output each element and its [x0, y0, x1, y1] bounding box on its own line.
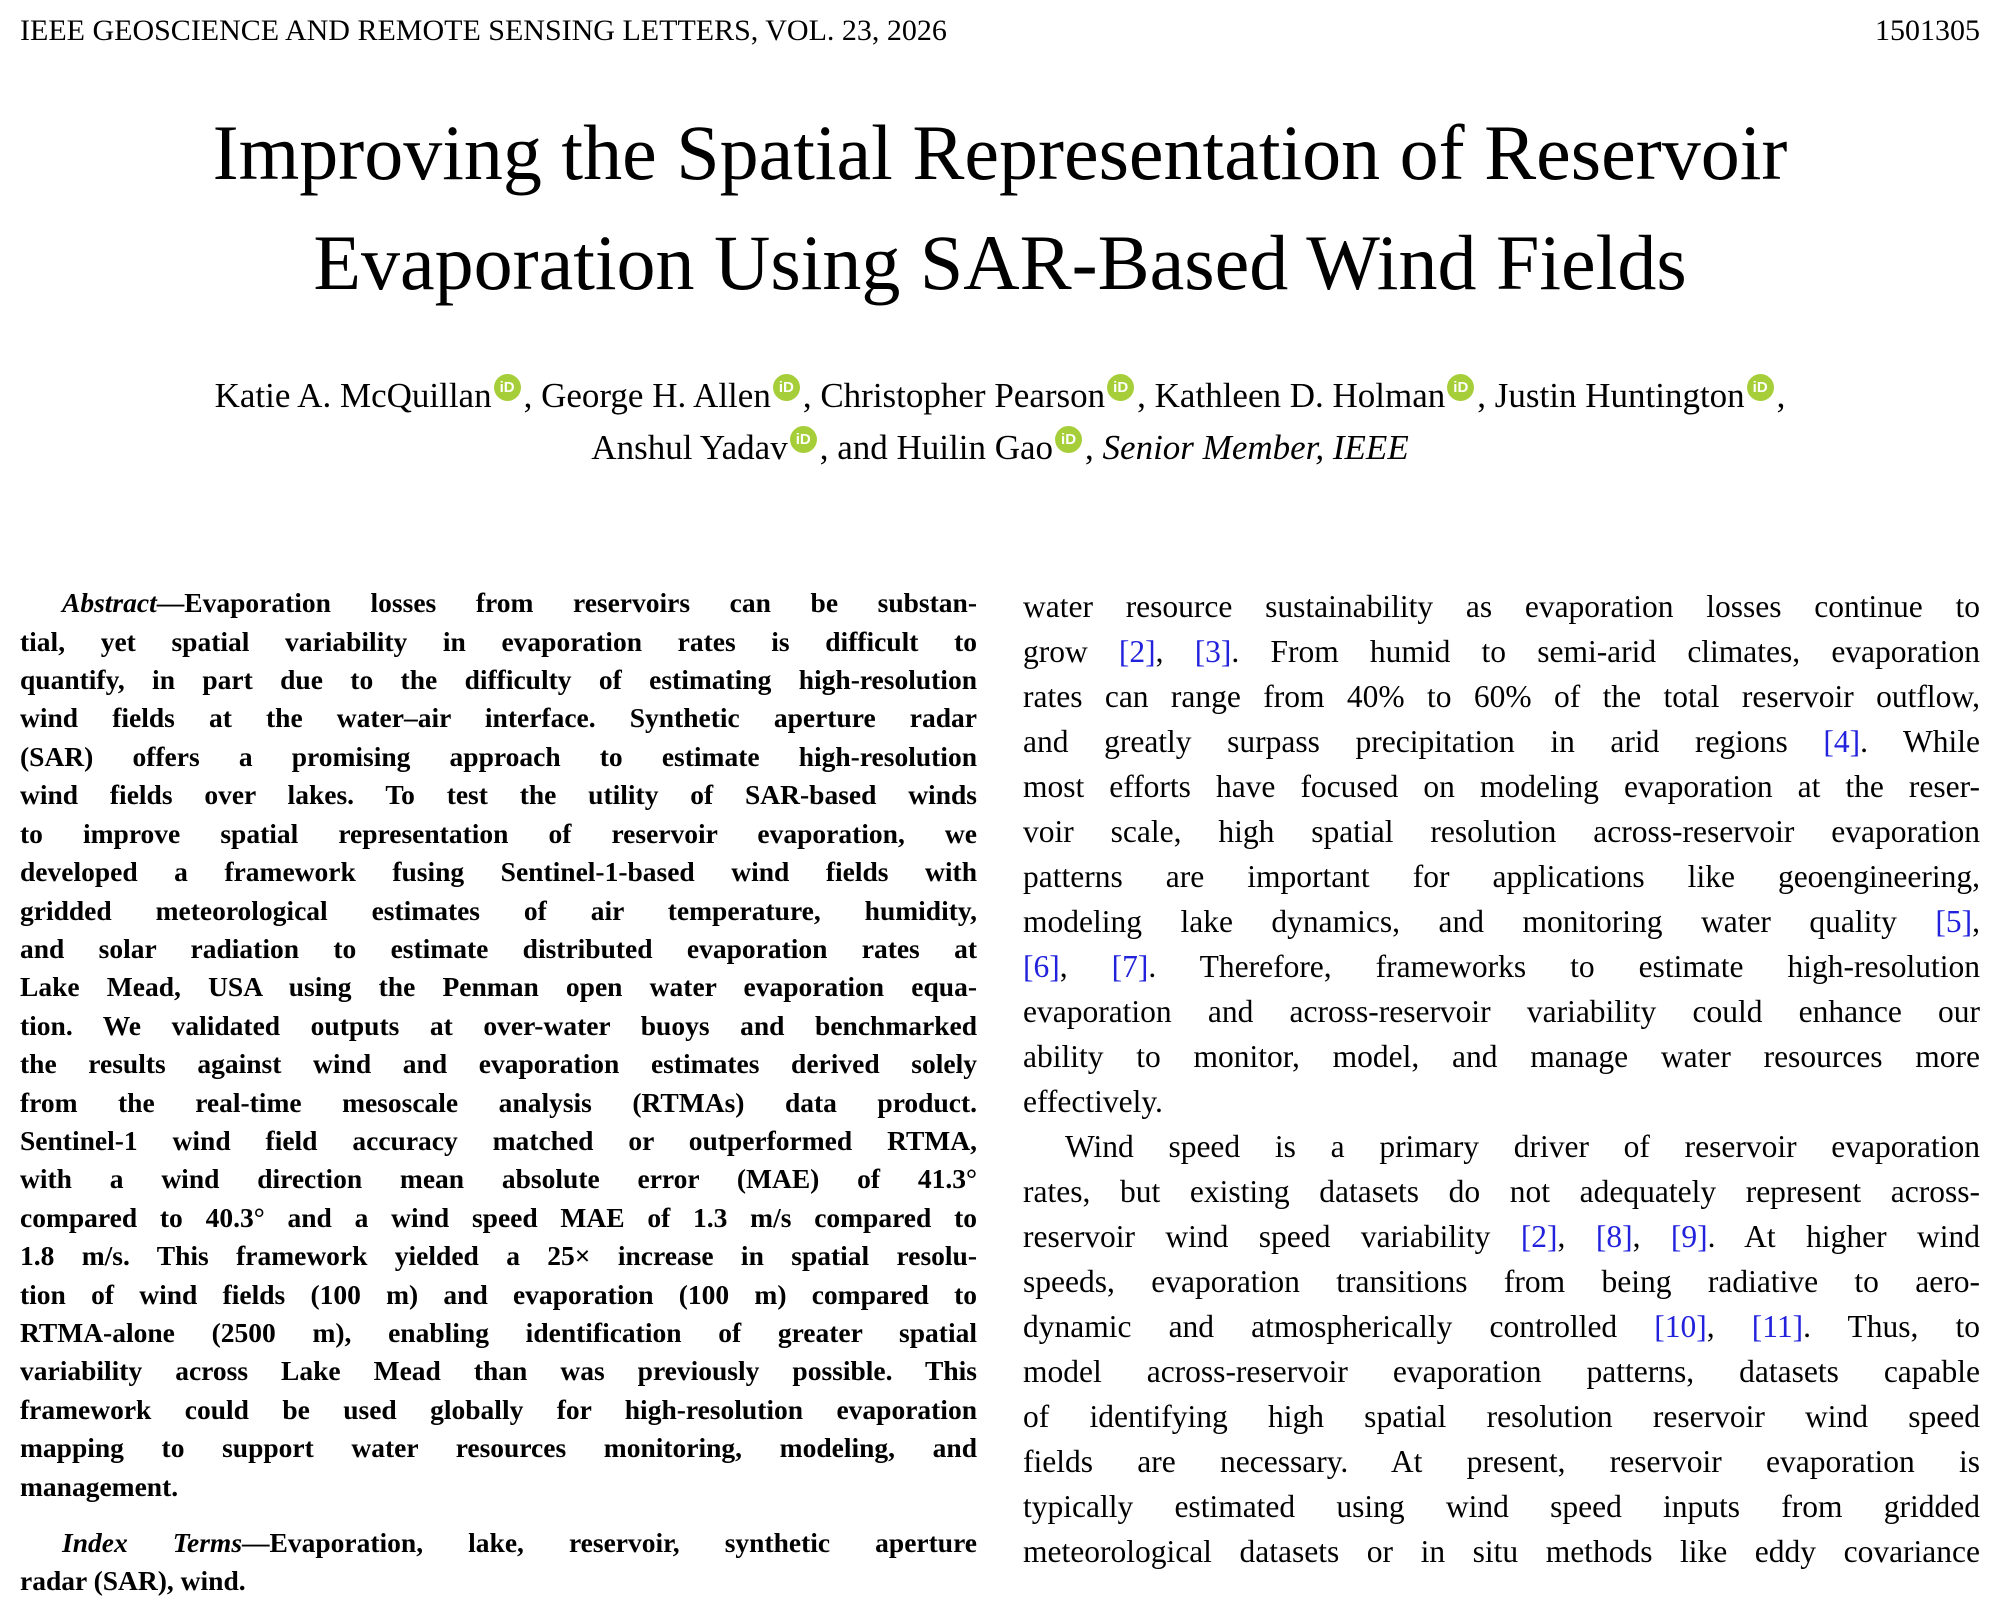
byline-separator: ,	[802, 376, 821, 416]
paper-title-line-2: Evaporation Using SAR-Based Wind Fields	[313, 219, 1687, 306]
byline-separator: ,	[523, 376, 542, 416]
text-line: model across-reservoir evaporation patterns, datasets capable	[1023, 1354, 1980, 1390]
abstract-section	[20, 584, 977, 1506]
author-name: George H. Allen	[541, 376, 771, 416]
body-columns	[20, 584, 1980, 1601]
citation-ref[interactable]: [10]	[1654, 1309, 1707, 1345]
orcid-icon[interactable]: iD	[494, 374, 521, 401]
citation-ref[interactable]: [5]	[1935, 904, 1973, 940]
text-line: dynamic and atmospherically controlled [10], [11]. Thus, to	[1023, 1309, 1981, 1345]
text-line: Abstract—Evaporation losses from reservoirs can be substan-	[62, 587, 977, 619]
text-line: gridded meteorological estimates of air temperature, humidity,	[20, 894, 977, 926]
text-line: tion of wind fields (100 m) and evaporation (100 m) compared to	[20, 1278, 977, 1310]
byline-separator: ,	[1137, 376, 1155, 416]
text-line: developed a framework fusing Sentinel-1-based wind fields with	[20, 856, 977, 888]
paragraph-lead: Abstract	[62, 587, 157, 619]
member-designation: Senior Member, IEEE	[1102, 428, 1409, 468]
text-line: Sentinel-1 wind field accuracy matched or outperformed RTMA,	[20, 1124, 977, 1156]
text-line: with a wind direction mean absolute error (MAE) of 41.3°	[20, 1163, 977, 1195]
text-line: modeling lake dynamics, and monitoring water quality [5],	[1023, 904, 1980, 940]
text-line: Index Terms—Evaporation, lake, reservoir, synthetic aperture	[62, 1527, 977, 1558]
byline-separator: ,	[1477, 376, 1495, 416]
author-name: Huilin Gao	[896, 428, 1054, 468]
orcid-icon[interactable]: iD	[773, 374, 800, 401]
citation-ref[interactable]: [2]	[1520, 1219, 1558, 1255]
author-name: Anshul Yadav	[591, 428, 788, 468]
text-line: rates can range from 40% to 60% of the total reservoir outflow,	[1023, 679, 1980, 715]
introduction-column	[1023, 584, 1980, 1601]
text-line: typically estimated using wind speed inputs from gridded	[1023, 1489, 1980, 1525]
text-line: Lake Mead, USA using the Penman open water evaporation equa-	[20, 971, 977, 1003]
text-line: quantify, in part due to the difficulty of estimating high-resolution	[20, 664, 977, 696]
text-line: (SAR) offers a promising approach to estimate high-resolution	[20, 740, 977, 772]
text-line: and greatly surpass precipitation in arid regions [4]. While	[1023, 724, 1980, 760]
author-name: Christopher Pearson	[820, 376, 1106, 416]
journal-header: IEEE GEOSCIENCE AND REMOTE SENSING LETTERS, VOL. 23, 2026	[20, 14, 947, 47]
text-line: rates, but existing datasets do not adequately represent across-	[1023, 1174, 1980, 1210]
citation-ref[interactable]: [4]	[1823, 724, 1861, 760]
orcid-icon[interactable]: iD	[1447, 374, 1474, 401]
text-line: grow [2], [3]. From humid to semi-arid climates, evaporation	[1023, 634, 1980, 670]
orcid-icon[interactable]: iD	[1747, 374, 1774, 401]
text-line: 1.8 m/s. This framework yielded a 25× increase in spatial resolu-	[20, 1240, 977, 1272]
text-line: fields are necessary. At present, reservoir evaporation is	[1023, 1444, 1980, 1480]
text-line: the results against wind and evaporation estimates derived solely	[20, 1048, 977, 1080]
text-line: framework could be used globally for high-resolution evaporation	[20, 1393, 977, 1425]
byline-separator: ,	[1085, 428, 1103, 468]
citation-ref[interactable]: [11]	[1751, 1309, 1804, 1345]
text-line: evaporation and across-reservoir variability could enhance our	[1023, 994, 1980, 1030]
text-line: tial, yet spatial variability in evaporation rates is difficult to	[20, 625, 977, 657]
text-line: wind fields over lakes. To test the utility of SAR-based winds	[20, 779, 977, 811]
text-line: [6], [7]. Therefore, frameworks to estimate high-resolution	[1023, 949, 1981, 985]
author-name: Kathleen D. Holman	[1154, 376, 1446, 416]
byline-separator: , and	[819, 428, 897, 468]
citation-ref[interactable]: [2]	[1118, 634, 1156, 670]
text-line: radar (SAR), wind.	[20, 1565, 246, 1597]
author-byline	[20, 370, 1980, 474]
text-line: of identifying high spatial resolution reservoir wind speed	[1023, 1399, 1980, 1435]
citation-ref[interactable]: [9]	[1670, 1219, 1708, 1255]
orcid-icon[interactable]: iD	[790, 426, 817, 453]
byline-line	[20, 370, 1980, 422]
text-line: RTMA-alone (2500 m), enabling identification of greater spatial	[20, 1316, 977, 1348]
orcid-icon[interactable]: iD	[1107, 374, 1134, 401]
text-line: from the real-time mesoscale analysis (RTMAs) data product.	[20, 1086, 977, 1118]
author-name: Katie A. McQuillan	[214, 376, 492, 416]
article-number: 1501305	[1875, 14, 1980, 47]
paper-title	[20, 98, 1980, 318]
text-line: patterns are important for applications like geoengineering,	[1023, 859, 1980, 895]
citation-ref[interactable]: [3]	[1194, 634, 1232, 670]
text-line: effectively.	[1023, 1084, 1163, 1120]
index-terms-section	[20, 1524, 977, 1601]
text-line: and solar radiation to estimate distributed evaporation rates at	[20, 932, 977, 964]
citation-ref[interactable]: [8]	[1595, 1219, 1633, 1255]
text-line: most efforts have focused on modeling evaporation at the reser-	[1023, 769, 1980, 805]
byline-separator: ,	[1776, 376, 1786, 416]
paragraph-lead: Index Terms	[62, 1527, 243, 1558]
text-line: Wind speed is a primary driver of reservoir evaporation	[1065, 1129, 1980, 1165]
citation-ref[interactable]: [6]	[1023, 949, 1060, 985]
text-line: mapping to support water resources monitoring, modeling, and	[20, 1432, 977, 1464]
running-head	[20, 14, 1980, 48]
paper-title-line-1: Improving the Spatial Representation of Reservoir	[212, 109, 1788, 196]
text-line: to improve spatial representation of reservoir evaporation, we	[20, 817, 977, 849]
text-line: compared to 40.3° and a wind speed MAE of 1.3 m/s compared to	[20, 1201, 977, 1233]
text-line: water resource sustainability as evaporation losses continue to	[1023, 589, 1980, 625]
text-line: meteorological datasets or in situ methods like eddy covariance	[1023, 1534, 1980, 1570]
text-line: management.	[20, 1470, 179, 1502]
orcid-icon[interactable]: iD	[1055, 426, 1082, 453]
byline-line	[20, 422, 1980, 474]
text-line: ability to monitor, model, and manage water resources more	[1023, 1039, 1980, 1075]
text-line: tion. We validated outputs at over-water buoys and benchmarked	[20, 1009, 977, 1041]
text-line: reservoir wind speed variability [2], [8], [9]. At higher wind	[1023, 1219, 1980, 1255]
text-line: variability across Lake Mead than was previously possible. This	[20, 1355, 977, 1387]
citation-ref[interactable]: [7]	[1111, 949, 1149, 985]
text-line: wind fields at the water–air interface. Synthetic aperture radar	[20, 702, 977, 734]
author-name: Justin Huntington	[1494, 376, 1745, 416]
text-line: voir scale, high spatial resolution across-reservoir evaporation	[1023, 814, 1980, 850]
text-line: speeds, evaporation transitions from being radiative to aero-	[1023, 1264, 1980, 1300]
left-column	[20, 584, 977, 1601]
